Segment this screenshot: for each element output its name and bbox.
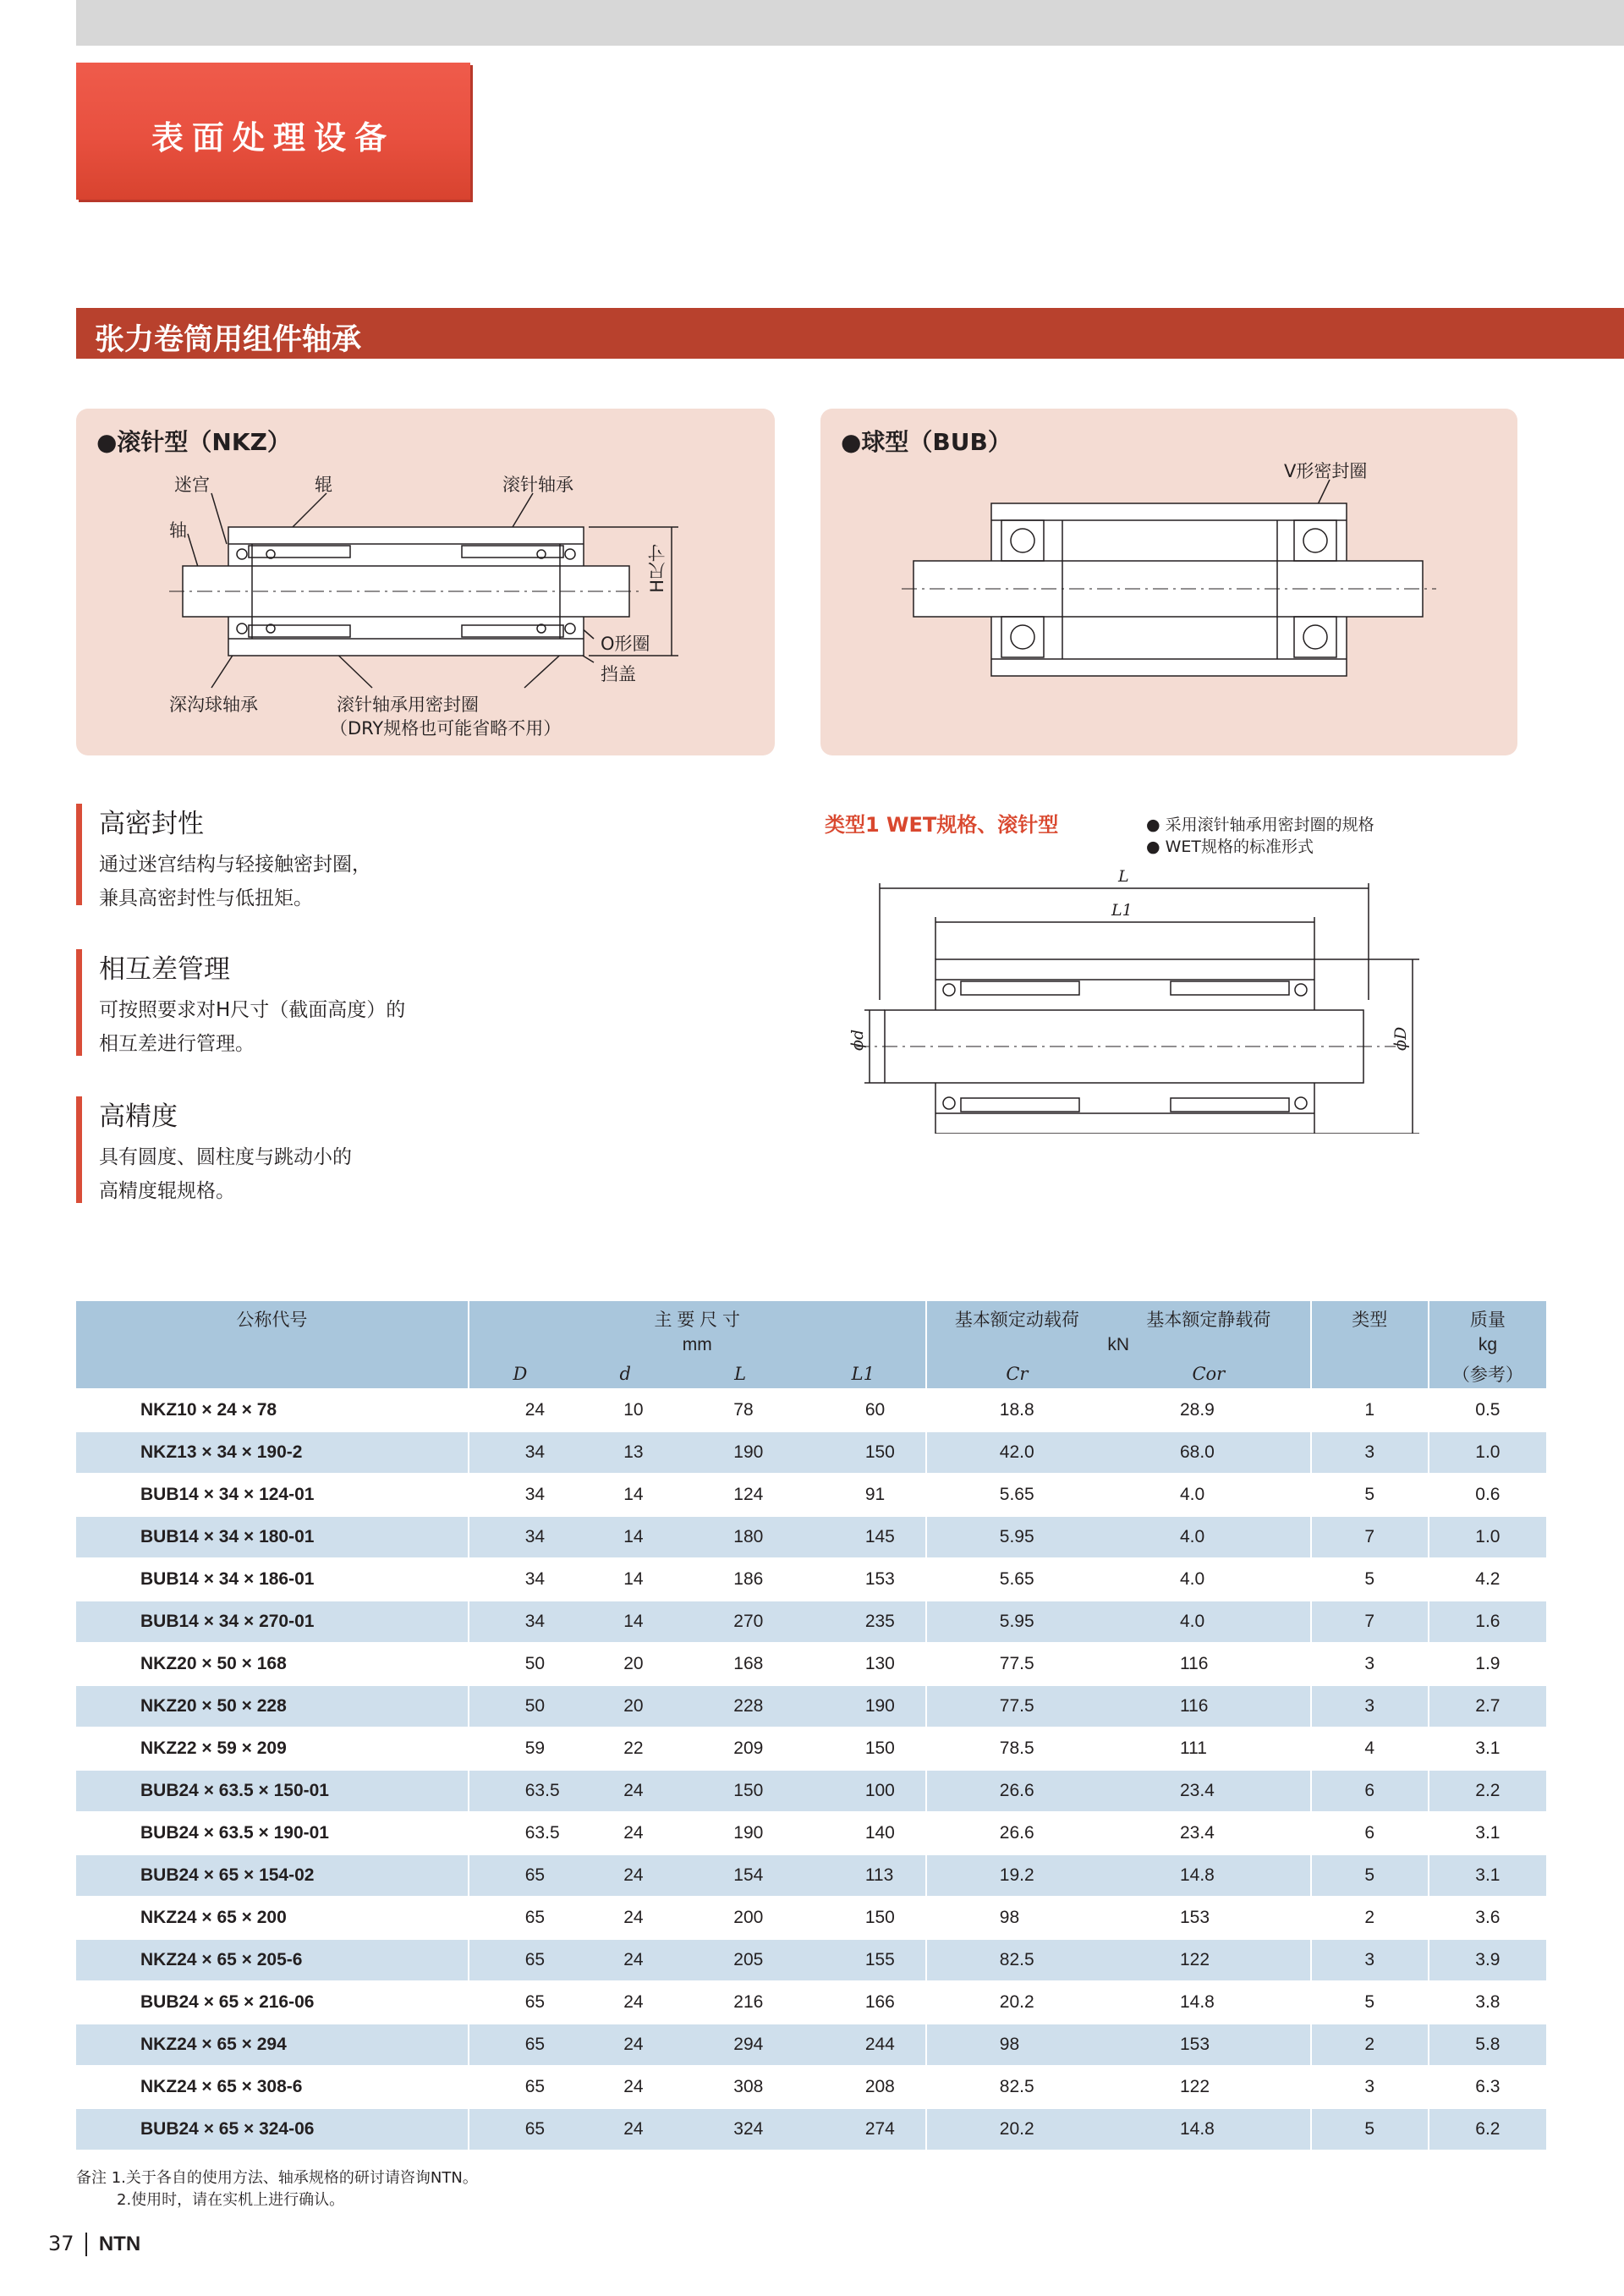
cell-L: 190	[679, 1431, 801, 1474]
cell-type: 7	[1311, 1601, 1429, 1643]
cell-Cor: 116	[1107, 1685, 1311, 1727]
cell-L: 124	[679, 1474, 801, 1516]
cell-L1: 145	[801, 1516, 926, 1558]
cell-Cr: 77.5	[926, 1685, 1107, 1727]
cell-d: 13	[571, 1431, 679, 1474]
header-kn: kN	[926, 1332, 1311, 1359]
cell-Cor: 23.4	[1107, 1812, 1311, 1854]
cell-d: 24	[571, 1812, 679, 1854]
table-row	[76, 2024, 1546, 2066]
cell-L: 308	[679, 2066, 801, 2108]
header-L: L	[679, 1359, 801, 1389]
type1-note-2: ● WET规格的标准形式	[1146, 838, 1314, 856]
cell-D: 34	[469, 1516, 571, 1558]
cell-code: BUB24 × 65 × 216-06	[76, 1981, 469, 2024]
spec-table	[76, 1301, 1546, 2150]
cell-L: 78	[679, 1389, 801, 1431]
table-row	[76, 1601, 1546, 1643]
dim-label-d: ϕd	[848, 1029, 867, 1051]
cell-d: 14	[571, 1601, 679, 1643]
category-title: 表面处理设备	[151, 119, 395, 157]
cell-D: 65	[469, 1939, 571, 1981]
cell-Cor: 23.4	[1107, 1770, 1311, 1812]
header-type: 类型	[1311, 1301, 1429, 1359]
cell-Cor: 4.0	[1107, 1601, 1311, 1643]
table-row	[76, 1516, 1546, 1558]
cell-D: 65	[469, 1854, 571, 1897]
cell-d: 10	[571, 1389, 679, 1431]
cell-L: 324	[679, 2108, 801, 2150]
cell-L: 200	[679, 1897, 801, 1939]
cell-mass: 3.9	[1429, 1939, 1546, 1981]
cell-code: NKZ24 × 65 × 205-6	[76, 1939, 469, 1981]
header-L1: L1	[801, 1359, 926, 1389]
cell-L1: 91	[801, 1474, 926, 1516]
label-labyrinth: 迷宫	[174, 475, 210, 495]
cell-mass: 2.7	[1429, 1685, 1546, 1727]
cell-D: 34	[469, 1474, 571, 1516]
feature-text-sealing	[99, 848, 371, 915]
table-row	[76, 1643, 1546, 1685]
cell-d: 24	[571, 2066, 679, 2108]
cell-type: 3	[1311, 2066, 1429, 2108]
cell-type: 3	[1311, 1431, 1429, 1474]
cell-d: 14	[571, 1516, 679, 1558]
type1-title: 类型1 WET规格、滚针型	[825, 813, 1059, 837]
cell-L1: 60	[801, 1389, 926, 1431]
cell-Cor: 116	[1107, 1643, 1311, 1685]
cell-code: BUB14 × 34 × 124-01	[76, 1474, 469, 1516]
cell-D: 63.5	[469, 1812, 571, 1854]
cell-mass: 3.1	[1429, 1854, 1546, 1897]
note-line-1: 备注 1.关于各自的使用方法、轴承规格的研讨请咨询NTN。	[76, 2169, 478, 2187]
cell-code: NKZ20 × 50 × 228	[76, 1685, 469, 1727]
cell-mass: 0.6	[1429, 1474, 1546, 1516]
cell-type: 3	[1311, 1685, 1429, 1727]
cell-D: 34	[469, 1431, 571, 1474]
cell-type: 3	[1311, 1643, 1429, 1685]
cell-code: NKZ24 × 65 × 200	[76, 1897, 469, 1939]
table-row	[76, 1812, 1546, 1854]
cell-Cor: 153	[1107, 1897, 1311, 1939]
header-dynamic-load: 基本额定动载荷	[926, 1301, 1107, 1332]
label-seal-note: （DRY规格也可能省略不用）	[330, 718, 562, 739]
header-d: d	[571, 1359, 679, 1389]
cell-Cor: 153	[1107, 2024, 1311, 2066]
cell-L1: 140	[801, 1812, 926, 1854]
bub-title: ●球型（BUB）	[841, 428, 1012, 456]
cell-code: NKZ20 × 50 × 168	[76, 1643, 469, 1685]
page-number: 37	[48, 2232, 74, 2255]
dim-label-D: ϕD	[1391, 1026, 1410, 1051]
cell-code: NKZ22 × 59 × 209	[76, 1727, 469, 1770]
nkz-title: ●滚针型（NKZ）	[96, 428, 291, 456]
feature-line: 可按照要求对H尺寸（截面高度）的	[99, 999, 406, 1021]
cell-type: 1	[1311, 1389, 1429, 1431]
header-Cr: Cr	[926, 1359, 1107, 1389]
header-ref: （参考）	[1429, 1359, 1546, 1389]
cell-Cor: 122	[1107, 2066, 1311, 2108]
table-row	[76, 2066, 1546, 2108]
cell-L1: 166	[801, 1981, 926, 2024]
cell-Cr: 18.8	[926, 1389, 1107, 1431]
dim-label-L: L	[1118, 867, 1129, 886]
cell-type: 4	[1311, 1727, 1429, 1770]
cell-mass: 5.8	[1429, 2024, 1546, 2066]
cell-D: 59	[469, 1727, 571, 1770]
cell-Cor: 4.0	[1107, 1474, 1311, 1516]
label-needle-bearing: 滚针轴承	[502, 475, 573, 495]
cell-mass: 3.1	[1429, 1727, 1546, 1770]
cell-type: 6	[1311, 1770, 1429, 1812]
cell-d: 24	[571, 1854, 679, 1897]
feature-text-tolerance	[99, 993, 405, 1061]
cell-Cor: 28.9	[1107, 1389, 1311, 1431]
cell-D: 50	[469, 1685, 571, 1727]
label-deep-groove-bearing: 深沟球轴承	[169, 695, 258, 715]
cell-Cor: 122	[1107, 1939, 1311, 1981]
header-code: 公称代号	[76, 1301, 469, 1359]
cell-L: 228	[679, 1685, 801, 1727]
cell-D: 24	[469, 1389, 571, 1431]
cell-L1: 150	[801, 1727, 926, 1770]
table-row	[76, 1685, 1546, 1727]
table-row	[76, 1770, 1546, 1812]
cell-mass: 4.2	[1429, 1558, 1546, 1601]
cell-Cr: 42.0	[926, 1431, 1107, 1474]
cell-Cor: 4.0	[1107, 1558, 1311, 1601]
cell-code: BUB14 × 34 × 270-01	[76, 1601, 469, 1643]
cell-code: BUB24 × 65 × 324-06	[76, 2108, 469, 2150]
cell-type: 5	[1311, 1474, 1429, 1516]
cell-L: 150	[679, 1770, 801, 1812]
header-static-load: 基本额定静载荷	[1107, 1301, 1311, 1332]
feature-title-precision: 高精度	[99, 1101, 178, 1132]
cell-mass: 0.5	[1429, 1389, 1546, 1431]
cell-mass: 6.3	[1429, 2066, 1546, 2108]
cell-d: 14	[571, 1558, 679, 1601]
cell-L: 180	[679, 1516, 801, 1558]
type1-note-1: ● 采用滚针轴承用密封圈的规格	[1146, 816, 1374, 834]
cell-Cr: 26.6	[926, 1812, 1107, 1854]
cell-type: 5	[1311, 1854, 1429, 1897]
cell-type: 5	[1311, 1981, 1429, 2024]
cell-Cor: 14.8	[1107, 1854, 1311, 1897]
cell-mass: 3.6	[1429, 1897, 1546, 1939]
table-row	[76, 1939, 1546, 1981]
cell-type: 2	[1311, 1897, 1429, 1939]
table-row	[76, 1389, 1546, 1431]
cell-Cr: 98	[926, 2024, 1107, 2066]
table-row	[76, 1727, 1546, 1770]
cell-Cr: 20.2	[926, 2108, 1107, 2150]
cell-mass: 1.0	[1429, 1431, 1546, 1474]
header-D: D	[469, 1359, 571, 1389]
cell-Cr: 82.5	[926, 1939, 1107, 1981]
cell-L1: 150	[801, 1897, 926, 1939]
nkz-diagram-panel	[76, 409, 775, 755]
feature-accent-bar	[76, 949, 82, 1056]
cell-Cr: 82.5	[926, 2066, 1107, 2108]
cell-code: BUB14 × 34 × 180-01	[76, 1516, 469, 1558]
cell-Cr: 26.6	[926, 1770, 1107, 1812]
label-h-dim: H尺寸	[647, 544, 667, 593]
cell-type: 5	[1311, 2108, 1429, 2150]
label-v-seal: V形密封圈	[1284, 461, 1368, 481]
cell-L: 154	[679, 1854, 801, 1897]
cell-L: 186	[679, 1558, 801, 1601]
cell-type: 5	[1311, 1558, 1429, 1601]
cell-mass: 3.1	[1429, 1812, 1546, 1854]
cell-code: NKZ24 × 65 × 294	[76, 2024, 469, 2066]
cell-D: 63.5	[469, 1770, 571, 1812]
cell-d: 24	[571, 2024, 679, 2066]
cell-L: 270	[679, 1601, 801, 1643]
table-row	[76, 1897, 1546, 1939]
cell-Cr: 5.95	[926, 1516, 1107, 1558]
feature-line: 相互差进行管理。	[99, 1033, 255, 1055]
header-main-dims: 主 要 尺 寸	[469, 1301, 926, 1332]
table-row	[76, 1854, 1546, 1897]
cell-D: 65	[469, 1897, 571, 1939]
feature-accent-bar	[76, 1096, 82, 1203]
table-row	[76, 1474, 1546, 1516]
feature-line: 兼具高密封性与低扭矩。	[99, 887, 313, 909]
page-footer	[48, 2232, 140, 2256]
cell-mass: 2.2	[1429, 1770, 1546, 1812]
label-o-ring: O形圈	[601, 634, 650, 654]
cell-L1: 130	[801, 1643, 926, 1685]
dim-label-L1: L1	[1111, 901, 1133, 920]
cell-L1: 274	[801, 2108, 926, 2150]
table-row	[76, 1558, 1546, 1601]
cell-D: 34	[469, 1558, 571, 1601]
cell-d: 24	[571, 1939, 679, 1981]
cell-type: 3	[1311, 1939, 1429, 1981]
cell-mass: 1.6	[1429, 1601, 1546, 1643]
cell-L: 168	[679, 1643, 801, 1685]
feature-title-tolerance: 相互差管理	[99, 954, 230, 985]
cell-d: 20	[571, 1685, 679, 1727]
brand-logo: NTN	[98, 2233, 141, 2255]
cell-code: NKZ10 × 24 × 78	[76, 1389, 469, 1431]
header-kg: kg	[1429, 1332, 1546, 1359]
table-row	[76, 2108, 1546, 2150]
cell-code: BUB14 × 34 × 186-01	[76, 1558, 469, 1601]
cell-Cor: 4.0	[1107, 1516, 1311, 1558]
cell-mass: 1.9	[1429, 1643, 1546, 1685]
cell-type: 6	[1311, 1812, 1429, 1854]
cell-L1: 100	[801, 1770, 926, 1812]
cell-D: 50	[469, 1643, 571, 1685]
cell-Cr: 98	[926, 1897, 1107, 1939]
cell-L1: 155	[801, 1939, 926, 1981]
cell-Cr: 20.2	[926, 1981, 1107, 2024]
footer-divider	[85, 2233, 87, 2256]
cell-L: 205	[679, 1939, 801, 1981]
cell-d: 24	[571, 1770, 679, 1812]
cell-type: 7	[1311, 1516, 1429, 1558]
header-mass: 质量	[1429, 1301, 1546, 1332]
cell-mass: 3.8	[1429, 1981, 1546, 2024]
cell-L1: 244	[801, 2024, 926, 2066]
cell-d: 14	[571, 1474, 679, 1516]
cell-D: 65	[469, 2066, 571, 2108]
cell-L: 294	[679, 2024, 801, 2066]
feature-title-sealing: 高密封性	[99, 809, 204, 839]
cell-code: NKZ13 × 34 × 190-2	[76, 1431, 469, 1474]
cell-Cr: 78.5	[926, 1727, 1107, 1770]
cell-d: 24	[571, 1981, 679, 2024]
cell-mass: 6.2	[1429, 2108, 1546, 2150]
cell-L: 190	[679, 1812, 801, 1854]
cell-code: BUB24 × 63.5 × 150-01	[76, 1770, 469, 1812]
cell-Cr: 19.2	[926, 1854, 1107, 1897]
cell-D: 65	[469, 1981, 571, 2024]
header-mm: mm	[469, 1332, 926, 1359]
cell-d: 24	[571, 2108, 679, 2150]
feature-line: 高精度辊规格。	[99, 1180, 235, 1202]
cell-D: 34	[469, 1601, 571, 1643]
cell-Cr: 5.65	[926, 1474, 1107, 1516]
header-Cor: Cor	[1107, 1359, 1311, 1389]
label-seal: 滚针轴承用密封圈	[337, 695, 479, 715]
section-header-bar	[76, 308, 1624, 359]
top-gray-bar	[76, 0, 1624, 46]
feature-line: 具有圆度、圆柱度与跳动小的	[99, 1146, 352, 1168]
nkz-cross-section-drawing	[76, 409, 775, 755]
table-row	[76, 1431, 1546, 1474]
section-title: 张力卷筒用组件轴承	[95, 323, 362, 357]
cell-type: 2	[1311, 2024, 1429, 2066]
label-roller: 辊	[315, 475, 332, 495]
cell-L1: 235	[801, 1601, 926, 1643]
cell-Cor: 111	[1107, 1727, 1311, 1770]
bub-cross-section-drawing	[820, 409, 1517, 755]
cell-d: 22	[571, 1727, 679, 1770]
bub-diagram-panel	[820, 409, 1517, 755]
cell-L1: 153	[801, 1558, 926, 1601]
cell-L1: 113	[801, 1854, 926, 1897]
cell-L: 216	[679, 1981, 801, 2024]
note-line-2: 2.使用时，请在实机上进行确认。	[117, 2191, 345, 2209]
feature-line: 通过迷宫结构与轻接触密封圈，	[99, 854, 371, 876]
cell-code: NKZ24 × 65 × 308-6	[76, 2066, 469, 2108]
category-tab	[76, 63, 470, 200]
cell-D: 65	[469, 2108, 571, 2150]
cell-code: BUB24 × 63.5 × 190-01	[76, 1812, 469, 1854]
cell-Cr: 5.65	[926, 1558, 1107, 1601]
cell-code: BUB24 × 65 × 154-02	[76, 1854, 469, 1897]
cell-Cor: 14.8	[1107, 2108, 1311, 2150]
label-end-cap: 挡盖	[601, 664, 636, 684]
cell-L: 209	[679, 1727, 801, 1770]
label-shaft: 轴	[169, 520, 187, 541]
cell-Cor: 68.0	[1107, 1431, 1311, 1474]
cell-d: 24	[571, 1897, 679, 1939]
cell-Cr: 77.5	[926, 1643, 1107, 1685]
cell-Cr: 5.95	[926, 1601, 1107, 1643]
cell-d: 20	[571, 1643, 679, 1685]
feature-text-precision	[99, 1140, 352, 1208]
cell-L1: 150	[801, 1431, 926, 1474]
type1-dimension-drawing	[820, 854, 1429, 1134]
cell-D: 65	[469, 2024, 571, 2066]
cell-mass: 1.0	[1429, 1516, 1546, 1558]
feature-accent-bar	[76, 804, 82, 905]
cell-L1: 208	[801, 2066, 926, 2108]
cell-Cor: 14.8	[1107, 1981, 1311, 2024]
table-row	[76, 1981, 1546, 2024]
cell-L1: 190	[801, 1685, 926, 1727]
